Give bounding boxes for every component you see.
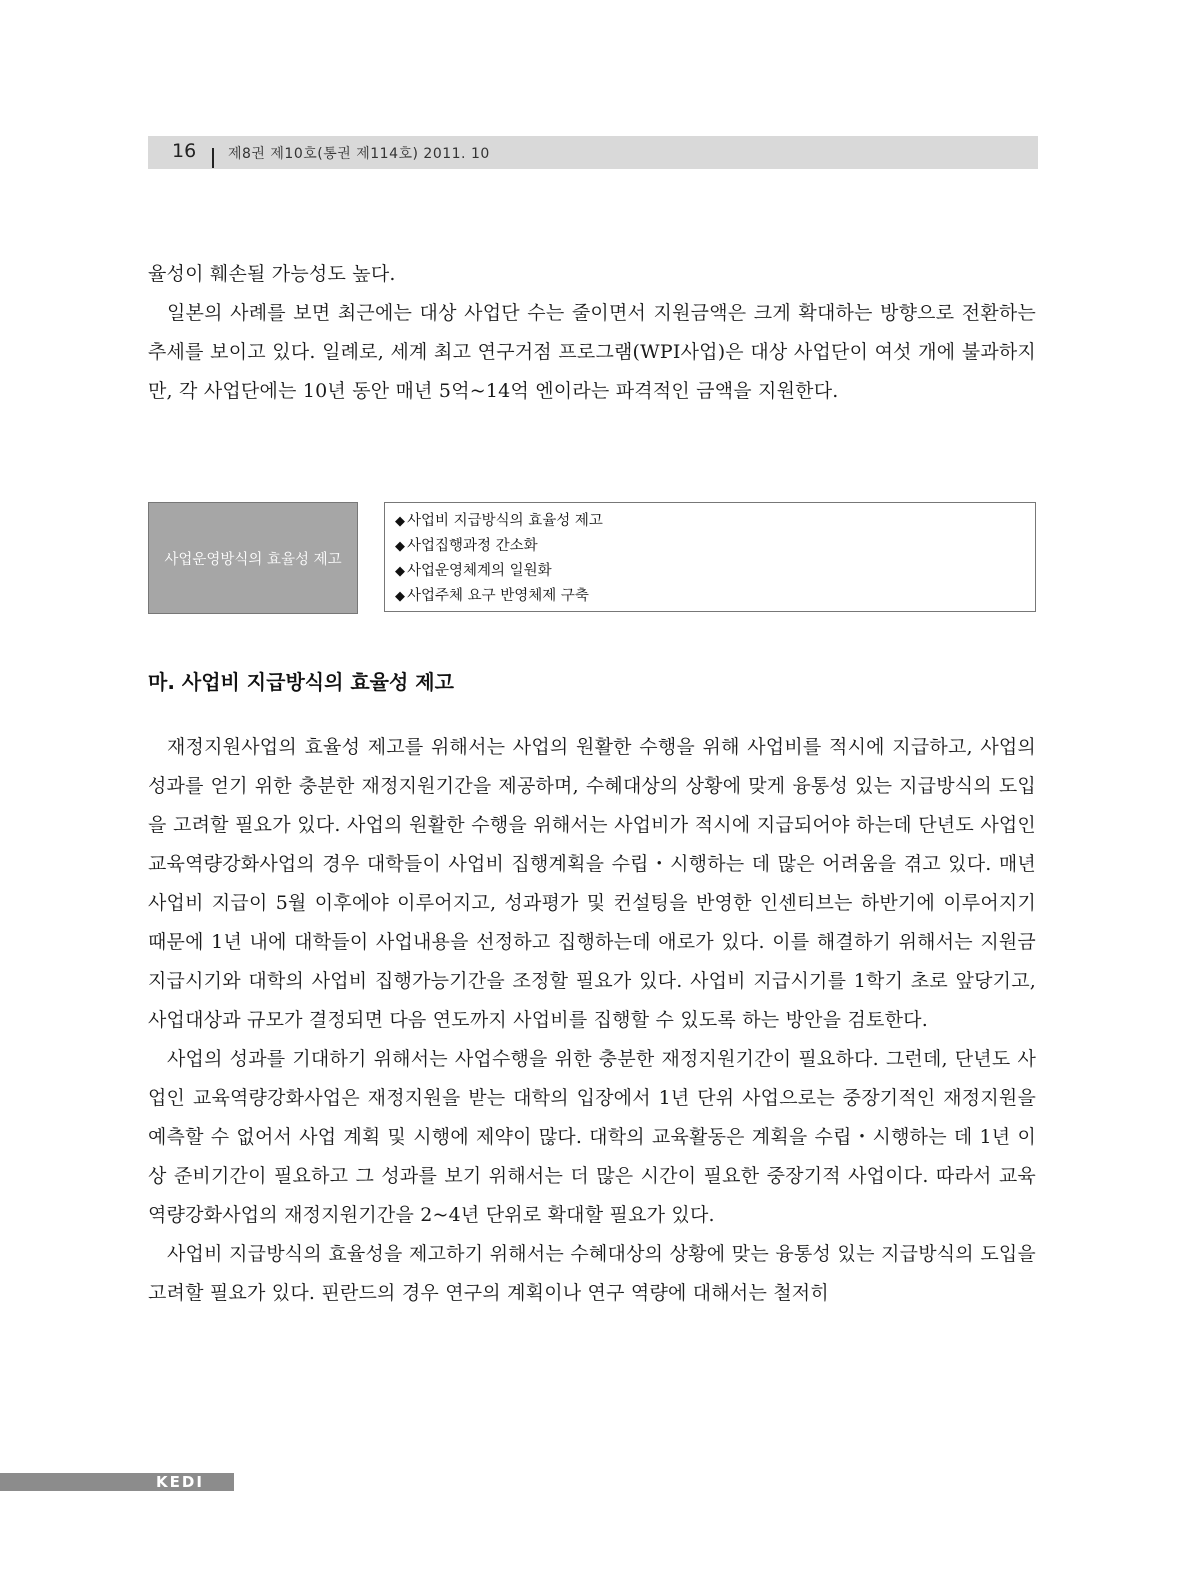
- list-item-text: 사업운영체계의 일원화: [407, 563, 552, 579]
- paragraph: 재정지원사업의 효율성 제고를 위해서는 사업의 원활한 수행을 위해 사업비를 적시에 지급하고, 사업의 성과를 얻기 위한 충분한 재정지원기간을 제공하며, 수혜대상의 상황에 맞게 융통성 있는 지급방식의 도입을 고려할 필요가 있다. 사업의 원활한 수행을 위해서는 사업비가 적시에 지급되어야 하는데 단년도 사업인 교육역량강화사업의 경우 대학들이 사업비 집행계획을 수립・시행하는 데 많은 어려움을 겪고 있다. 매년 사업비 지급이 5월 이후에야 이루어지고, 성과평가 및 컨설팅을 반영한 인센티브는 하반기에 이루어지기 때문에 1년 내에 대학들이 사업내용을 선정하고 집행하는데 애로가 있다. 이를 해결하기 위해서는 지원금 지급시기와 대학의 사업비 집행가능기간을 조정할 필요가 있다. 사업비 지급시기를 1학기 초로 앞당기고, 사업대상과 규모가 결정되면 다음 연도까지 사업비를 집행할 수 있도록 하는 방안을 검토한다.: [148, 736, 1036, 1031]
- list-item-text: 사업집행과정 간소화: [407, 538, 538, 554]
- section-body: [148, 728, 1036, 1313]
- header-divider: [212, 148, 214, 168]
- diamond-bullet-icon: ◆: [395, 514, 405, 529]
- kedi-logo: KEDI: [156, 1473, 204, 1491]
- page-number: 16: [172, 140, 197, 162]
- list-item: [395, 584, 1025, 609]
- diamond-bullet-icon: ◆: [395, 589, 405, 604]
- section-heading: 마. 사업비 지급방식의 효율성 제고: [148, 670, 454, 694]
- diamond-bullet-icon: ◆: [395, 539, 405, 554]
- list-item-text: 사업주체 요구 반영체제 구축: [407, 588, 589, 604]
- paragraph: 사업비 지급방식의 효율성을 제고하기 위해서는 수혜대상의 상황에 맞는 융통성 있는 지급방식의 도입을 고려할 필요가 있다. 핀란드의 경우 연구의 계획이나 연구 역량에 대해서는 철저히: [148, 1243, 1036, 1304]
- diamond-bullet-icon: ◆: [395, 564, 405, 579]
- list-item: [395, 509, 1025, 534]
- paragraph: 일본의 사례를 보면 최근에는 대상 사업단 수는 줄이면서 지원금액은 크게 확대하는 방향으로 전환하는 추세를 보이고 있다. 일례로, 세계 최고 연구거점 프로그램(WPI사업)은 대상 사업단이 여섯 개에 불과하지만, 각 사업단에는 10년 동안 매년 5억~14억 엔이라는 파격적인 금액을 지원한다.: [148, 302, 1036, 402]
- summary-box: [148, 502, 1038, 614]
- summary-list: [395, 509, 1025, 609]
- intro-text: [148, 255, 1036, 411]
- list-item-text: 사업비 지급방식의 효율성 제고: [407, 513, 603, 529]
- summary-label: 사업운영방식의 효율성 제고: [164, 551, 342, 568]
- summary-list-box: [384, 502, 1036, 612]
- list-item: [395, 559, 1025, 584]
- issue-info: 제8권 제10호(통권 제114호) 2011. 10: [228, 146, 490, 162]
- summary-label-box: [148, 502, 358, 614]
- paragraph: 사업의 성과를 기대하기 위해서는 사업수행을 위한 충분한 재정지원기간이 필요하다. 그런데, 단년도 사업인 교육역량강화사업은 재정지원을 받는 대학의 입장에서 1년 단위 사업으로는 중장기적인 재정지원을 예측할 수 없어서 사업 계획 및 시행에 제약이 많다. 대학의 교육활동은 계획을 수립・시행하는 데 1년 이상 준비기간이 필요하고 그 성과를 보기 위해서는 더 많은 시간이 필요한 중장기적 사업이다. 따라서 교육역량강화사업의 재정지원기간을 2~4년 단위로 확대할 필요가 있다.: [148, 1048, 1036, 1226]
- paragraph: 율성이 훼손될 가능성도 높다.: [148, 263, 396, 285]
- list-item: [395, 534, 1025, 559]
